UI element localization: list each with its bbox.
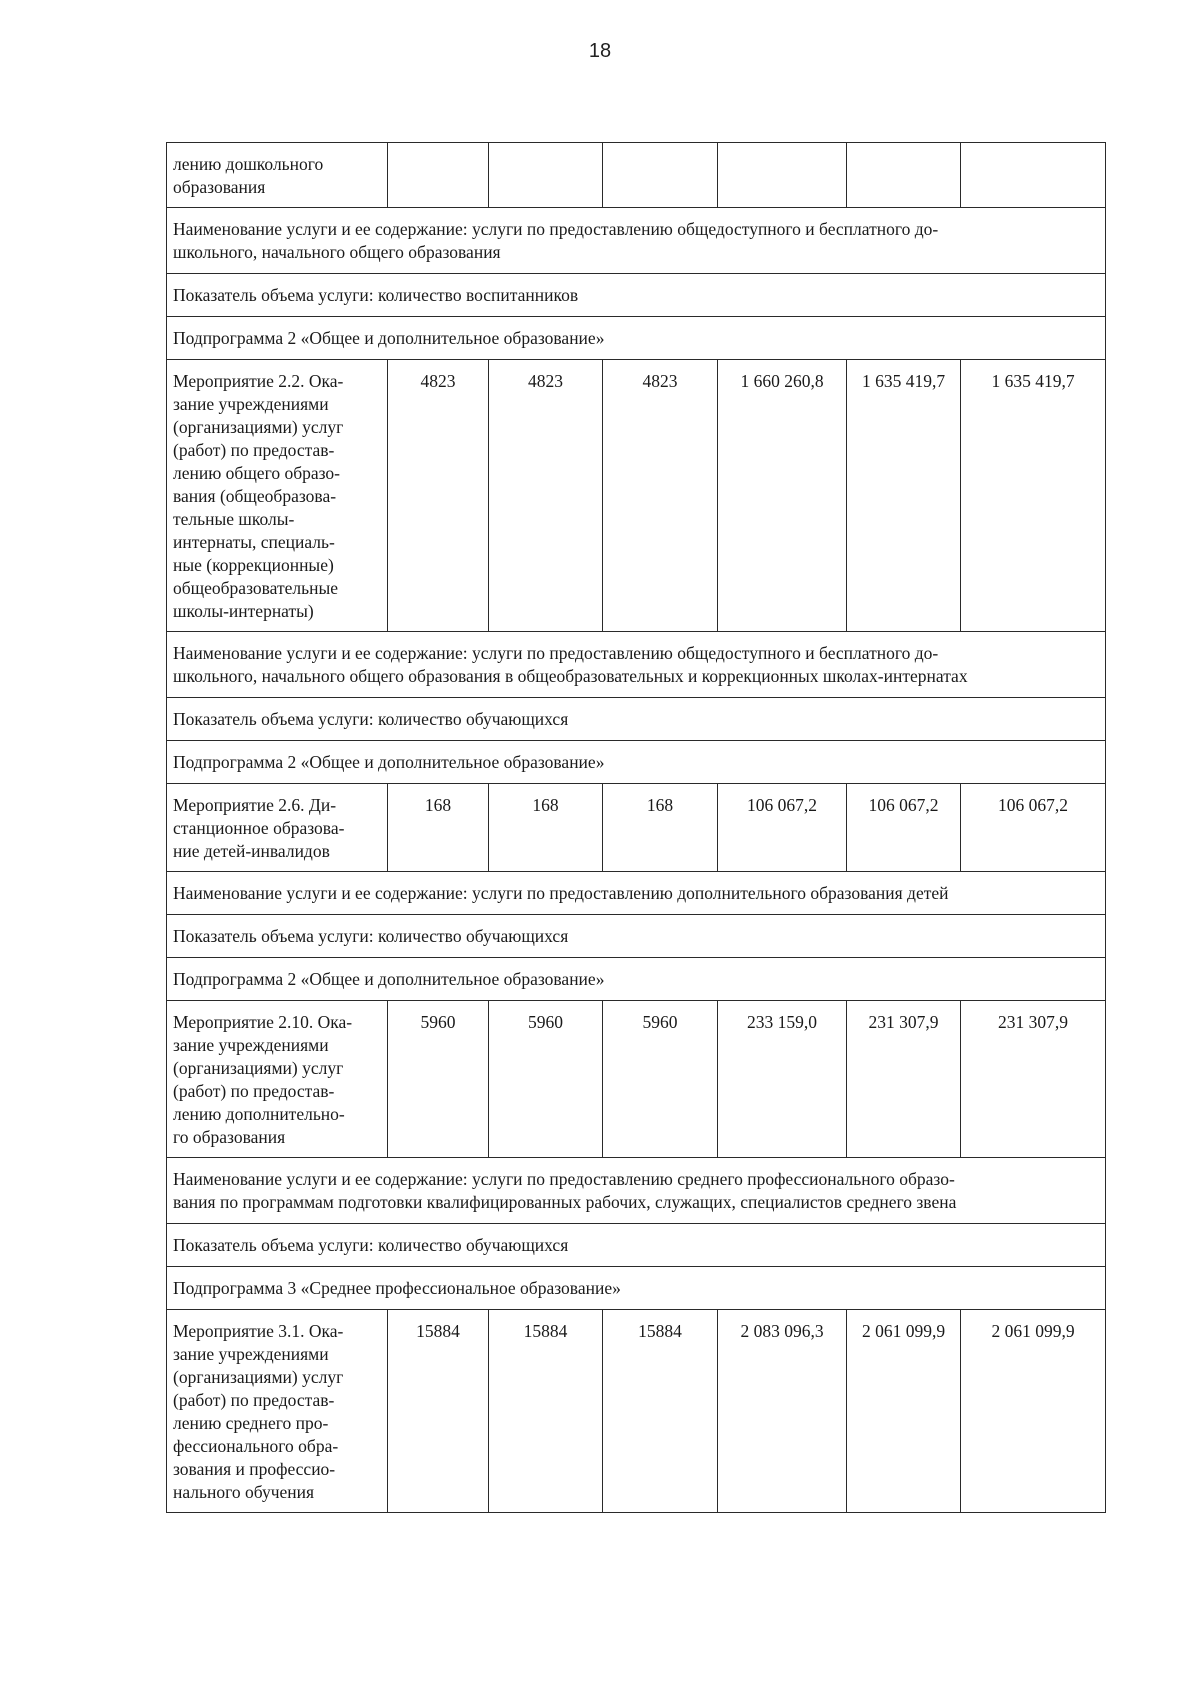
value-cell: 106 067,2	[718, 784, 847, 872]
measure-name-line: интернаты, специаль-	[173, 532, 335, 552]
value-cell: 2 061 099,9	[847, 1310, 961, 1513]
measure-name-line: (работ) по предостав-	[173, 1390, 335, 1410]
section-cell	[167, 915, 1106, 958]
measure-name-line: (работ) по предостав-	[173, 1081, 335, 1101]
section-cell	[167, 208, 1106, 274]
section-cell	[167, 958, 1106, 1001]
section-cell	[167, 317, 1106, 360]
section-row	[167, 274, 1106, 317]
section-text-line: Подпрограмма 3 «Среднее профессиональное образование»	[173, 1278, 621, 1298]
section-cell	[167, 274, 1106, 317]
measure-name-line: (организациями) услуг	[173, 417, 344, 437]
section-row	[167, 1267, 1106, 1310]
section-text-line: вания по программам подготовки квалифицированных рабочих, служащих, специалистов среднего звена	[173, 1192, 957, 1212]
value-cell	[388, 143, 489, 208]
measure-name-cell	[167, 784, 388, 872]
section-row	[167, 1224, 1106, 1267]
section-text-line: Наименование услуги и ее содержание: услуги по предоставлению общедоступного и бесплатного до-	[173, 219, 939, 239]
measure-name-line: го образования	[173, 1127, 286, 1147]
value-cell	[718, 143, 847, 208]
section-cell	[167, 741, 1106, 784]
value-cell: 5960	[388, 1001, 489, 1158]
value-cell: 231 307,9	[847, 1001, 961, 1158]
section-text-line: Показатель объема услуги: количество обучающихся	[173, 709, 569, 729]
measure-name-line: зание учреждениями	[173, 1035, 329, 1055]
measure-name-line: Мероприятие 3.1. Ока-	[173, 1321, 344, 1341]
section-cell	[167, 1267, 1106, 1310]
section-cell	[167, 632, 1106, 698]
measure-row	[167, 143, 1106, 208]
measure-name-line: (работ) по предостав-	[173, 440, 335, 460]
section-cell	[167, 1224, 1106, 1267]
measure-name-line: тельные школы-	[173, 509, 295, 529]
value-cell: 15884	[489, 1310, 603, 1513]
section-cell	[167, 1158, 1106, 1224]
value-cell: 5960	[603, 1001, 718, 1158]
value-cell: 231 307,9	[961, 1001, 1106, 1158]
measure-name-line: Мероприятие 2.2. Ока-	[173, 371, 344, 391]
measure-name-cell	[167, 360, 388, 632]
measure-name-line: ные (коррекционные)	[173, 555, 334, 575]
measure-name-line: (организациями) услуг	[173, 1367, 344, 1387]
section-row	[167, 698, 1106, 741]
value-cell: 4823	[603, 360, 718, 632]
measure-name-line: общеобразовательные	[173, 578, 338, 598]
value-cell: 1 635 419,7	[847, 360, 961, 632]
value-cell: 106 067,2	[847, 784, 961, 872]
value-cell: 168	[388, 784, 489, 872]
measure-name-line: образования	[173, 177, 266, 197]
measure-name-cell	[167, 143, 388, 208]
measure-name-line: Мероприятие 2.6. Ди-	[173, 795, 337, 815]
section-text-line: Подпрограмма 2 «Общее и дополнительное образование»	[173, 328, 605, 348]
section-row	[167, 741, 1106, 784]
measure-name-line: нального обучения	[173, 1482, 315, 1502]
measure-row	[167, 360, 1106, 632]
section-row	[167, 317, 1106, 360]
measure-name-line: вания (общеобразова-	[173, 486, 337, 506]
section-text-line: Наименование услуги и ее содержание: услуги по предоставлению дополнительного образования детей	[173, 883, 949, 903]
services-table	[166, 142, 1106, 1513]
section-row	[167, 208, 1106, 274]
section-text-line: Подпрограмма 2 «Общее и дополнительное образование»	[173, 969, 605, 989]
measure-name-line: лению общего образо-	[173, 463, 341, 483]
measure-name-line: ние детей-инвалидов	[173, 841, 330, 861]
value-cell	[847, 143, 961, 208]
section-text-line: школьного, начального общего образования	[173, 242, 501, 262]
value-cell: 5960	[489, 1001, 603, 1158]
section-row	[167, 958, 1106, 1001]
measure-name-line: лению дошкольного	[173, 154, 324, 174]
section-text-line: Наименование услуги и ее содержание: услуги по предоставлению общедоступного и бесплатного до-	[173, 643, 939, 663]
value-cell: 4823	[388, 360, 489, 632]
measure-name-line: лению среднего про-	[173, 1413, 329, 1433]
value-cell: 233 159,0	[718, 1001, 847, 1158]
measure-name-line: Мероприятие 2.10. Ока-	[173, 1012, 353, 1032]
value-cell	[489, 143, 603, 208]
section-cell	[167, 698, 1106, 741]
measure-name-line: (организациями) услуг	[173, 1058, 344, 1078]
section-cell	[167, 872, 1106, 915]
value-cell: 168	[489, 784, 603, 872]
value-cell: 1 660 260,8	[718, 360, 847, 632]
measure-name-line: фессионального обра-	[173, 1436, 339, 1456]
measure-name-line: зание учреждениями	[173, 394, 329, 414]
measure-row	[167, 784, 1106, 872]
measure-name-line: зования и профессио-	[173, 1459, 336, 1479]
measure-row	[167, 1310, 1106, 1513]
value-cell: 1 635 419,7	[961, 360, 1106, 632]
measure-name-cell	[167, 1310, 388, 1513]
section-row	[167, 872, 1106, 915]
section-row	[167, 632, 1106, 698]
section-text-line: Подпрограмма 2 «Общее и дополнительное образование»	[173, 752, 605, 772]
measure-name-line: лению дополнительно-	[173, 1104, 345, 1124]
value-cell: 168	[603, 784, 718, 872]
value-cell: 15884	[388, 1310, 489, 1513]
measure-row	[167, 1001, 1106, 1158]
section-row	[167, 915, 1106, 958]
section-text-line: Показатель объема услуги: количество обучающихся	[173, 926, 569, 946]
measure-name-line: школы-интернаты)	[173, 601, 314, 621]
page-number: 18	[588, 40, 612, 62]
section-text-line: школьного, начального общего образования в общеобразовательных и коррекционных школах-интернатах	[173, 666, 968, 686]
value-cell: 4823	[489, 360, 603, 632]
value-cell	[603, 143, 718, 208]
section-row	[167, 1158, 1106, 1224]
value-cell: 15884	[603, 1310, 718, 1513]
value-cell: 106 067,2	[961, 784, 1106, 872]
value-cell: 2 083 096,3	[718, 1310, 847, 1513]
section-text-line: Показатель объема услуги: количество воспитанников	[173, 285, 579, 305]
section-text-line: Показатель объема услуги: количество обучающихся	[173, 1235, 569, 1255]
value-cell: 2 061 099,9	[961, 1310, 1106, 1513]
value-cell	[961, 143, 1106, 208]
measure-name-cell	[167, 1001, 388, 1158]
measure-name-line: станционное образова-	[173, 818, 345, 838]
measure-name-line: зание учреждениями	[173, 1344, 329, 1364]
section-text-line: Наименование услуги и ее содержание: услуги по предоставлению среднего профессионального образо-	[173, 1169, 955, 1189]
